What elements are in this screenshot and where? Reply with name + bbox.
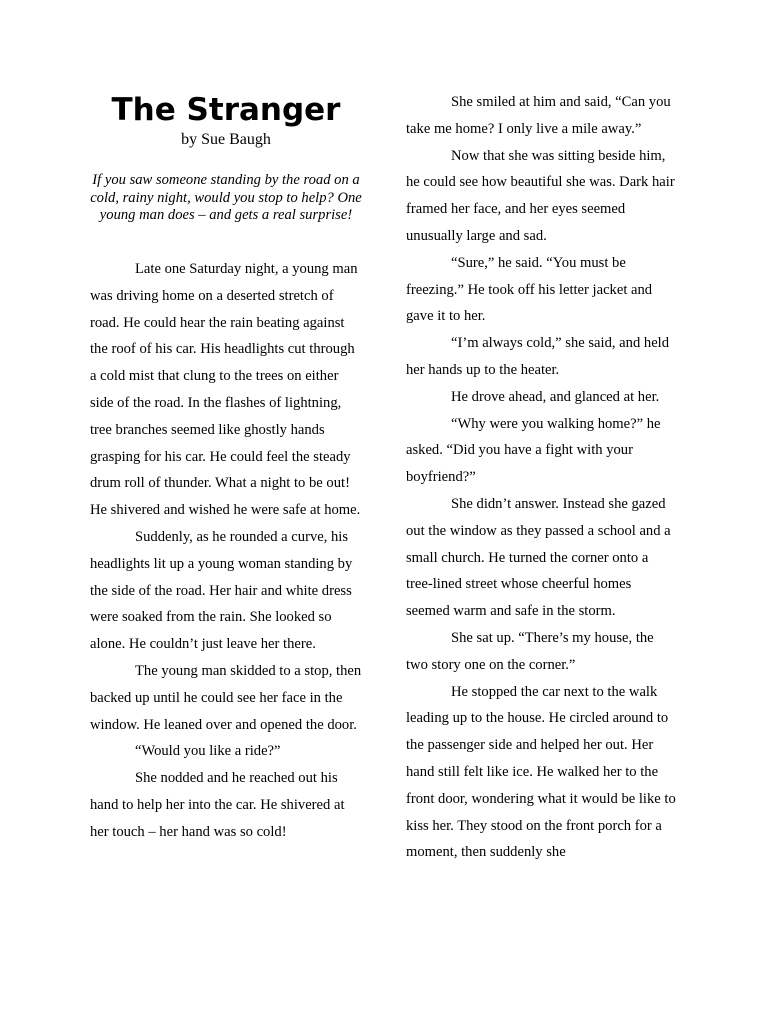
story-byline: by Sue Baugh bbox=[181, 131, 271, 148]
story-paragraph: She smiled at him and said, “Can you take me home? I only live a mile away.” bbox=[406, 94, 671, 137]
story-paragraph: He stopped the car next to the walk leading up to the house. He circled around to the passenger side and helped her out. Her hand still felt like ice. He walked her to the front door, wondering what it would be like to kiss her. They stood on the front porch for a moment, then suddenly she bbox=[406, 683, 676, 861]
story-paragraph: Late one Saturday night, a young man was driving home on a deserted stretch of road. He could hear the rain beating against the roof of his car. His headlights cut through a cold mist that clung to the trees on either side of the road. In the flashes of lightning, tree branches seemed like ghostly hands grasping for his car. He could feel the steady drum roll of thunder. What a night to be out! He shivered and wished he were safe at home. bbox=[90, 261, 361, 519]
story-paragraph: Suddenly, as he rounded a curve, his headlights lit up a young woman standing by the side of the road. Her hair and white dress were soaked from the rain. She looked so alone. He couldn’t just leave her there. bbox=[90, 528, 353, 653]
story-paragraph: She sat up. “There’s my house, the two story one on the corner.” bbox=[406, 629, 654, 673]
story-title: The Stranger bbox=[111, 92, 341, 128]
story-paragraph: He drove ahead, and glanced at her. bbox=[451, 388, 660, 405]
story-paragraph: The young man skidded to a stop, then backed up until he could see her face in the window. He leaned over and opened the door. bbox=[90, 662, 362, 733]
story-paragraph: She didn’t answer. Instead she gazed out the window as they passed a school and a small church. He turned the corner onto a tree-lined street whose cheerful homes seemed warm and safe in the storm. bbox=[406, 495, 671, 620]
story-intro: If you saw someone standing by the road on a cold, rainy night, would you stop to help? One young man does – and gets a real surprise! bbox=[90, 172, 362, 223]
left-column-body bbox=[90, 256, 362, 846]
right-column-body bbox=[406, 89, 678, 866]
story-paragraph: Now that she was sitting beside him, he could see how beautiful she was. Dark hair framed her face, and her eyes seemed unusually large and sad. bbox=[406, 147, 675, 244]
story-paragraph: She nodded and he reached out his hand to help her into the car. He shivered at her touch – her hand was so cold! bbox=[90, 770, 345, 840]
story-paragraph: “Sure,” he said. “You must be freezing.” He took off his letter jacket and gave it to her. bbox=[406, 254, 653, 325]
story-paragraph: “Would you like a ride?” bbox=[135, 743, 281, 760]
story-paragraph: “Why were you walking home?” he asked. “Did you have a fight with your boyfriend?” bbox=[406, 415, 661, 486]
story-paragraph: “I’m always cold,” she said, and held her hands up to the heater. bbox=[406, 335, 670, 378]
